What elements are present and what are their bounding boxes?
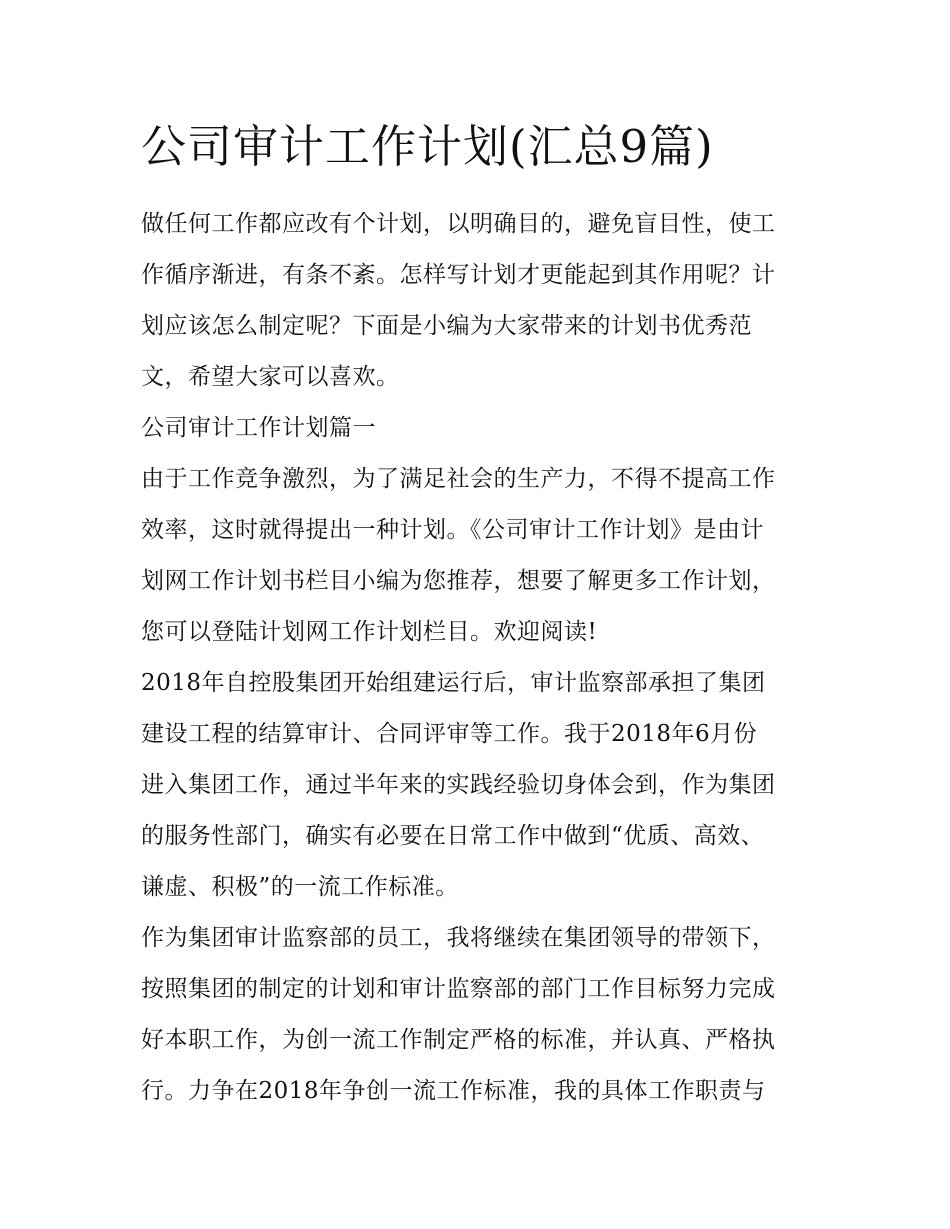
text-line: 进入集团工作，通过半年来的实践经验切身体会到，作为集团 bbox=[141, 772, 776, 798]
text-line: 由于工作竞争激烈，为了满足社会的生产力，不得不提高工作 bbox=[141, 466, 776, 492]
text-line: 划网工作计划书栏目小编为您推荐，想要了解更多工作计划， bbox=[141, 568, 776, 594]
text-line: 好本职工作，为创一流工作制定严格的标准，并认真、严格执 bbox=[141, 1027, 776, 1053]
text-line: 的服务性部门，确实有必要在日常工作中做到“优质、高效、 bbox=[141, 823, 765, 849]
text-line: 按照集团的制定的计划和审计监察部的部门工作目标努力完成 bbox=[141, 976, 776, 1002]
text-line: 效率，这时就得提出一种计划。《公司审计工作计划》是由计 bbox=[141, 517, 764, 543]
text-line: 谦虚、积极”的一流工作标准。 bbox=[141, 874, 459, 900]
text-line: 做任何工作都应改有个计划，以明确目的，避免盲目性，使工 bbox=[141, 211, 776, 237]
text-line: 2018年自控股集团开始组建运行后，审计监察部承担了集团 bbox=[141, 670, 766, 696]
section-heading: 公司审计工作计划篇一 bbox=[141, 415, 376, 441]
text-line: 建设工程的结算审计、合同评审等工作。我于2018年6月份 bbox=[141, 721, 758, 747]
text-line: 行。力争在2018年争创一流工作标准，我的具体工作职责与 bbox=[141, 1078, 766, 1104]
document-body bbox=[141, 201, 821, 1119]
text-line: 划应该怎么制定呢？下面是小编为大家带来的计划书优秀范 bbox=[141, 313, 752, 339]
document-title: 公司审计工作计划(汇总9篇) bbox=[141, 120, 714, 173]
text-line: 作循序渐进，有条不紊。怎样写计划才更能起到其作用呢？计 bbox=[141, 262, 776, 288]
text-line: 您可以登陆计划网工作计划栏目。欢迎阅读! bbox=[141, 619, 598, 645]
text-line: 作为集团审计监察部的员工，我将继续在集团领导的带领下， bbox=[141, 925, 776, 951]
text-line: 文，希望大家可以喜欢。 bbox=[141, 364, 400, 390]
